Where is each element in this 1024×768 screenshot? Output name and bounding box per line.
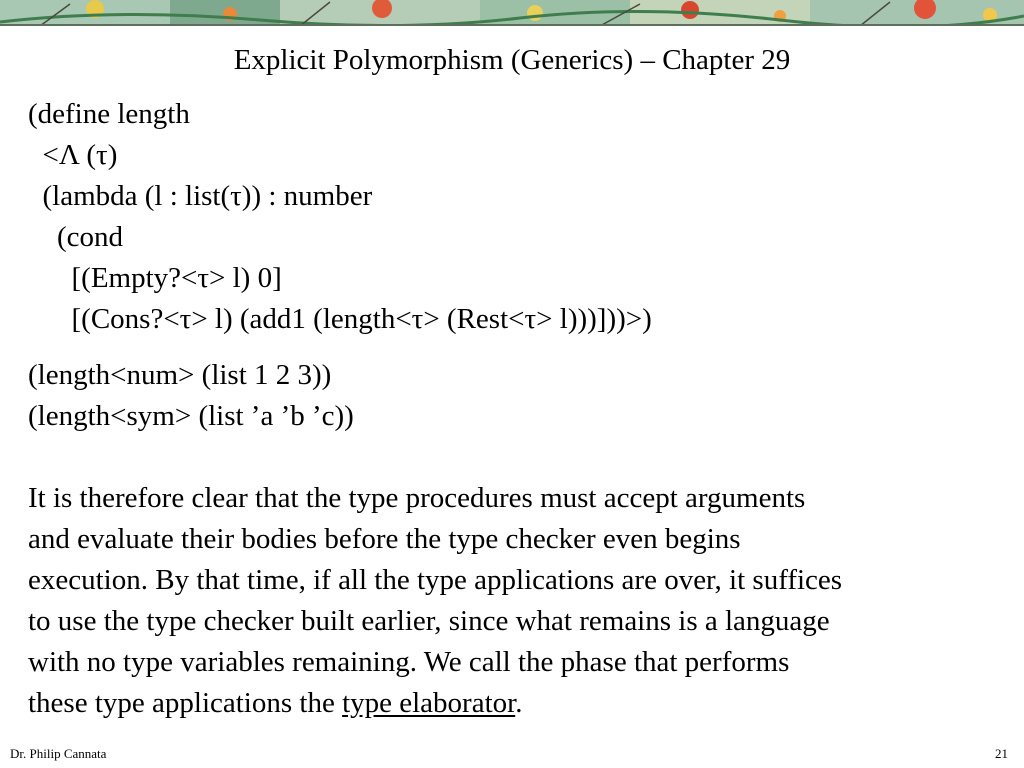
- paragraph-line: with no type variables remaining. We call the phase that performs: [28, 646, 790, 678]
- code-block: [28, 94, 652, 340]
- paragraph-line: and evaluate their bodies before the type checker even begins: [28, 523, 741, 555]
- code-line: <Λ (τ): [28, 139, 118, 171]
- code-line: (cond: [28, 221, 124, 253]
- footer-author: Dr. Philip Cannata: [10, 746, 107, 761]
- paragraph-last-line: [28, 683, 1003, 724]
- last-line-suffix: .: [515, 687, 523, 719]
- paragraph-line: execution. By that time, if all the type applications are over, it suffices: [28, 564, 843, 596]
- code-line: [(Cons?<τ> l) (add1 (length<τ> (Rest<τ> l)))]))>): [28, 303, 652, 335]
- example-calls: [28, 355, 354, 437]
- last-line-prefix: these type applications the: [28, 687, 343, 719]
- type-elaborator-term: type elaborator: [342, 687, 516, 719]
- code-line: (lambda (l : list(τ)) : number: [28, 180, 373, 212]
- page-number: 21: [995, 746, 1008, 761]
- call-line: (length<sym> (list ’a ’b ’c)): [28, 400, 354, 432]
- code-line: (define length: [28, 98, 190, 130]
- slide-title: Explicit Polymorphism (Generics) – Chapter 29: [233, 44, 791, 76]
- stained-glass-banner: [0, 0, 1024, 26]
- call-line: (length<num> (list 1 2 3)): [28, 359, 332, 391]
- code-line: [(Empty?<τ> l) 0]: [28, 262, 282, 294]
- paragraph-line: to use the type checker built earlier, since what remains is a language: [28, 605, 830, 637]
- paragraph-line: It is therefore clear that the type procedures must accept arguments: [28, 482, 806, 514]
- explanation-paragraph: [28, 478, 1003, 724]
